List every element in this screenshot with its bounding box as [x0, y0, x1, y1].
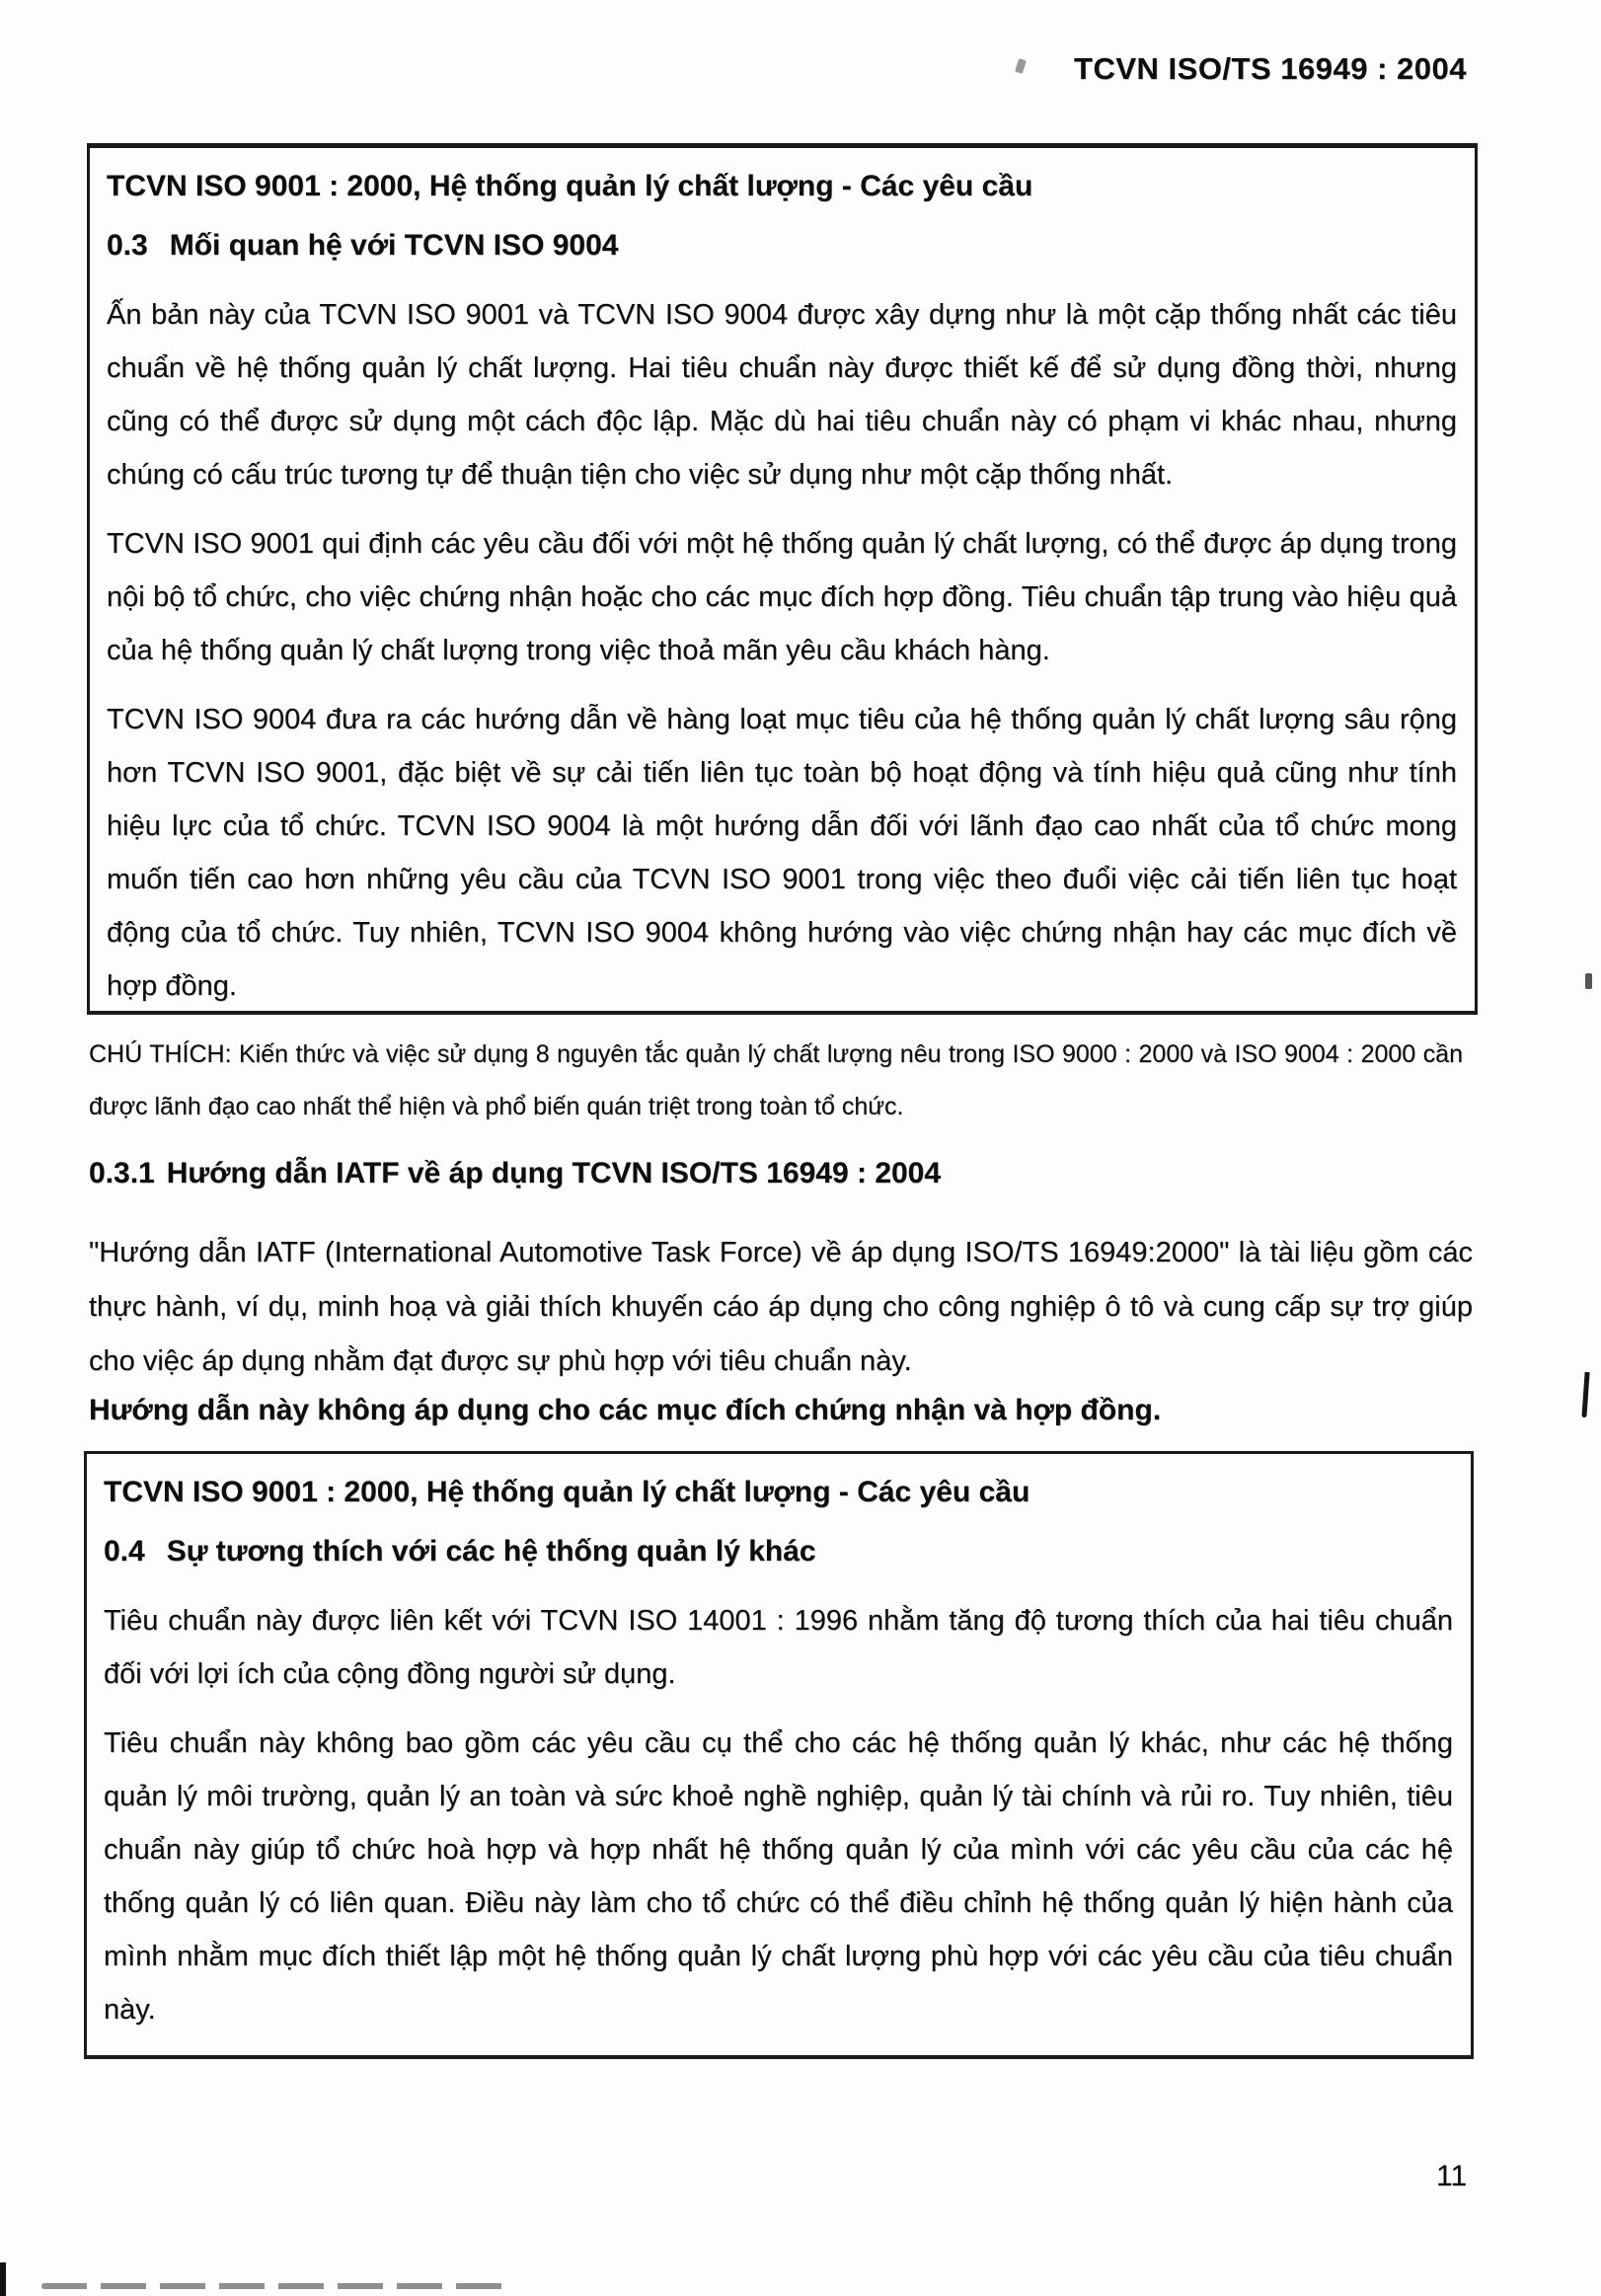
section-0-3-heading: [107, 229, 1457, 263]
iso9001-quote-box-2: [84, 1451, 1474, 2059]
box2-title: TCVN ISO 9001 : 2000, Hệ thống quản lý chất lượng - Các yêu cầu: [104, 1476, 1030, 1508]
iatf-bold-note: Hướng dẫn này không áp dụng cho các mục đích chứng nhận và hợp đồng.: [89, 1394, 1162, 1426]
box1-paragraph-1: Ấn bản này của TCVN ISO 9001 và TCVN ISO 9004 được xây dựng như là một cặp thống nhất các tiêu chuẩn về hệ thống quản lý chất lượng. Hai tiêu chuẩn này được thiết kế để sử dụng đồng thời, nhưng cũng có thể được sử dụng một cách độc lập. Mặc dù hai tiêu chuẩn này có phạm vi khác nhau, nhưng chúng có cấu trúc tương tự để thuận tiện cho việc sử dụng như một cặp thống nhất.: [107, 299, 1457, 491]
section-0-3-1-heading: [89, 1157, 941, 1190]
box2-paragraph-1: Tiêu chuẩn này được liên kết với TCVN ISO 14001 : 1996 nhằm tăng độ tương thích của hai tiêu chuẩn đối với lợi ích của cộng đồng người sử dụng.: [104, 1605, 1453, 1690]
note-chu-thich: CHÚ THÍCH: Kiến thức và việc sử dụng 8 nguyên tắc quản lý chất lượng nêu trong ISO 9000 : 2000 và ISO 9004 : 2000 cần được lãnh đạo cao nhất thể hiện và phổ biến quán triệt trong toàn tổ chức.: [89, 1040, 1463, 1120]
box2-paragraph-2: Tiêu chuẩn này không bao gồm các yêu cầu cụ thể cho các hệ thống quản lý khác, như các hệ thống quản lý môi trường, quản lý an toàn và sức khoẻ nghề nghiệp, quản lý tài chính và rủi ro. Tuy nhiên, tiêu chuẩn này giúp tổ chức hoà hợp và hợp nhất hệ thống quản lý của mình với các yêu cầu của các hệ thống quản lý có liên quan. Điều này làm cho tổ chức có thể điều chỉnh hệ thống quản lý hiện hành của mình nhằm mục đích thiết lập một hệ thống quản lý chất lượng phù hợp với các yêu cầu của tiêu chuẩn này.: [104, 1727, 1453, 2026]
box1-title: TCVN ISO 9001 : 2000, Hệ thống quản lý chất lượng - Các yêu cầu: [107, 170, 1033, 202]
box1-paragraph-3: TCVN ISO 9004 đưa ra các hướng dẫn về hàng loạt mục tiêu của hệ thống quản lý chất lượng sâu rộng hơn TCVN ISO 9001, đặc biệt về sự cải tiến liên tục toàn bộ hoạt động và tính hiệu quả cũng như tính hiệu lực của tổ chức. TCVN ISO 9004 là một hướng dẫn đối với lãnh đạo cao nhất của tổ chức mong muốn tiến cao hơn những yêu cầu của TCVN ISO 9001 trong việc theo đuổi việc cải tiến liên tục hoạt động của tổ chức. Tuy nhiên, TCVN ISO 9004 không hướng vào việc chứng nhận hay các mục đích về hợp đồng.: [107, 704, 1457, 1002]
section-0-4-title: Sự tương thích với các hệ thống quản lý khác: [166, 1535, 816, 1568]
section-0-4-heading: [104, 1535, 1453, 1569]
section-0-3-title: Mối quan hệ với TCVN ISO 9004: [169, 229, 619, 262]
box1-paragraph-2: TCVN ISO 9001 qui định các yêu cầu đối với một hệ thống quản lý chất lượng, có thể được áp dụng trong nội bộ tổ chức, cho việc chứng nhận hoặc cho các mục đích hợp đồng. Tiêu chuẩn tập trung vào hiệu quả của hệ thống quản lý chất lượng trong việc thoả mãn yêu cầu khách hàng.: [107, 528, 1457, 666]
scan-artifact-header-speck: [1015, 58, 1027, 74]
page-number: 11: [1436, 2160, 1468, 2192]
section-0-3-1-title: Hướng dẫn IATF về áp dụng TCVN ISO/TS 16949 : 2004: [166, 1157, 942, 1189]
scan-artifact-bottom-smudge: [41, 2283, 515, 2289]
page-header: TCVN ISO/TS 16949 : 2004: [1074, 51, 1467, 86]
iatf-guidance-paragraph: "Hướng dẫn IATF (International Automotive Task Force) về áp dụng ISO/TS 16949:2000" là tài liệu gồm các thực hành, ví dụ, minh hoạ và giải thích khuyến cáo áp dụng cho công nghiệp ô tô và cung cấp sự trợ giúp cho việc áp dụng nhằm đạt được sự phù hợp với tiêu chuẩn này.: [89, 1237, 1473, 1377]
section-0-3-1-number: 0.3.1: [89, 1157, 155, 1189]
scan-artifact-box1-right-mark: [1585, 973, 1592, 989]
scan-artifact-right-ink-mark: [1581, 1372, 1589, 1417]
iso9001-quote-box-1: [87, 143, 1478, 1015]
section-0-4-number: 0.4: [104, 1535, 145, 1568]
section-0-3-number: 0.3: [107, 229, 148, 262]
scan-artifact-left-tick: [0, 2262, 6, 2296]
